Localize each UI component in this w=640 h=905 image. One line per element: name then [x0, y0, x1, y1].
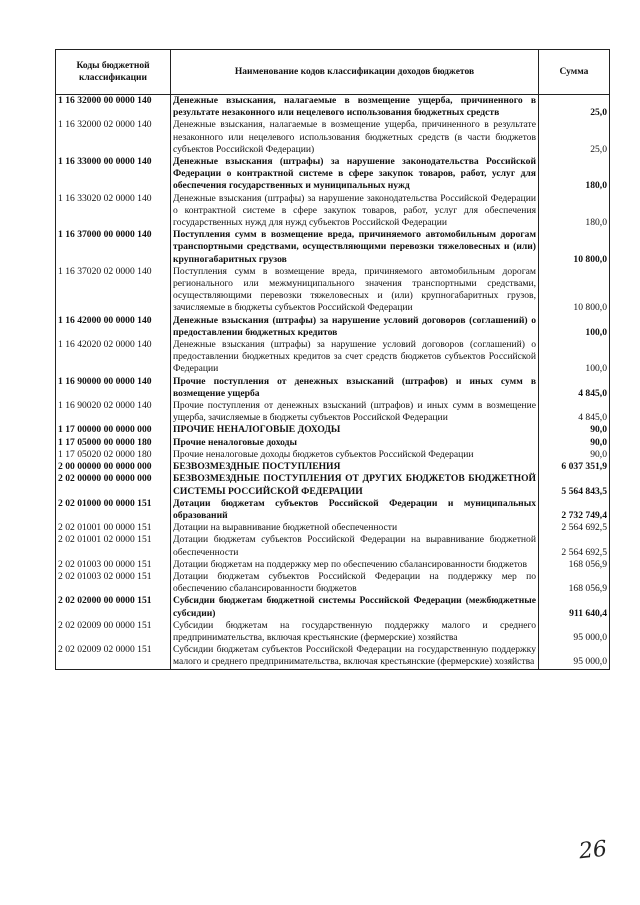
table-row	[56, 461, 610, 473]
row-amount: 95 000,0	[539, 620, 610, 644]
row-amount: 4 845,0	[539, 400, 610, 424]
table-row	[56, 644, 610, 669]
row-code: 2 02 01001 00 0000 151	[56, 522, 171, 534]
row-amount: 10 800,0	[539, 266, 610, 315]
row-amount: 95 000,0	[539, 644, 610, 669]
row-name: Прочие неналоговые доходы бюджетов субъектов Российской Федерации	[171, 449, 539, 461]
row-amount: 2 564 692,5	[539, 534, 610, 558]
row-code: 1 16 32000 00 0000 140	[56, 95, 171, 120]
row-code: 2 00 00000 00 0000 000	[56, 461, 171, 473]
row-name: Денежные взыскания (штрафы) за нарушение законодательства Российской Федерации о контрактной системе в сфере закупок товаров, работ, услуг для обеспечения государственных нужд для нужд субъектов Российской Федерации	[171, 193, 539, 230]
row-amount: 911 640,4	[539, 595, 610, 619]
row-amount: 90,0	[539, 437, 610, 449]
row-name: Субсидии бюджетам бюджетной системы Российской Федерации (межбюджетные субсидии)	[171, 595, 539, 619]
row-code: 1 16 90000 00 0000 140	[56, 376, 171, 400]
row-amount: 100,0	[539, 315, 610, 339]
row-amount: 90,0	[539, 424, 610, 436]
row-amount: 2 564 692,5	[539, 522, 610, 534]
budget-table-container	[55, 49, 609, 670]
table-row	[56, 229, 610, 266]
budget-classification-table	[55, 49, 610, 670]
row-code: 1 16 37000 00 0000 140	[56, 229, 171, 266]
row-code: 1 16 37020 02 0000 140	[56, 266, 171, 315]
row-name: Денежные взыскания (штрафы) за нарушение условий договоров (соглашений) о предоставлении бюджетных кредитов	[171, 315, 539, 339]
table-row	[56, 522, 610, 534]
row-amount: 168 056,9	[539, 571, 610, 595]
row-name: ПРОЧИЕ НЕНАЛОГОВЫЕ ДОХОДЫ	[171, 424, 539, 436]
row-name: Поступления сумм в возмещение вреда, причиняемого автомобильным дорогам регионального или межмуниципального значения транспортными средствами, осуществляющими перевозки тяжеловесных и (или) крупногабаритных грузов, зачисляемые в бюджеты субъектов Российской Федерации	[171, 266, 539, 315]
row-amount: 100,0	[539, 339, 610, 376]
row-amount: 25,0	[539, 95, 610, 120]
row-name: Субсидии бюджетам субъектов Российской Федерации на государственную поддержку малого и среднего предпринимательства, включая крестьянские (фермерские) хозяйства	[171, 644, 539, 669]
row-name: Дотации бюджетам субъектов Российской Федерации на выравнивание бюджетной обеспеченности	[171, 534, 539, 558]
row-name: Поступления сумм в возмещение вреда, причиняемого автомобильным дорогам транспортными средствами, осуществляющими перевозки тяжеловесных и (или) крупногабаритных грузов	[171, 229, 539, 266]
table-row	[56, 449, 610, 461]
row-code: 2 02 00000 00 0000 000	[56, 473, 171, 497]
row-name: Денежные взыскания (штрафы) за нарушение законодательства Российской Федерации о контрактной системе в сфере закупок товаров, работ, услуг для обеспечения государственных и муниципальных нужд	[171, 156, 539, 193]
table-row	[56, 595, 610, 619]
table-row	[56, 315, 610, 339]
table-row	[56, 339, 610, 376]
row-code: 2 02 01000 00 0000 151	[56, 498, 171, 522]
table-row	[56, 266, 610, 315]
row-name: Денежные взыскания, налагаемые в возмещение ущерба, причиненного в результате незаконного или нецелевого использования бюджетных средств	[171, 95, 539, 120]
row-name: Дотации бюджетам субъектов Российской Федерации на поддержку мер по обеспечению сбалансированности бюджетов	[171, 571, 539, 595]
row-code: 1 17 05020 02 0000 180	[56, 449, 171, 461]
page-number: 26	[577, 836, 609, 865]
table-row	[56, 534, 610, 558]
table-row	[56, 95, 610, 120]
row-code: 2 02 02000 00 0000 151	[56, 595, 171, 619]
table-row	[56, 437, 610, 449]
row-code: 2 02 01001 02 0000 151	[56, 534, 171, 558]
row-name: Прочие неналоговые доходы	[171, 437, 539, 449]
row-code: 1 16 42000 00 0000 140	[56, 315, 171, 339]
row-code: 1 16 33020 02 0000 140	[56, 193, 171, 230]
row-name: Денежные взыскания (штрафы) за нарушение условий договоров (соглашений) о предоставлении бюджетных кредитов за счет средств бюджетов субъектов Российской Федерации	[171, 339, 539, 376]
table-row	[56, 498, 610, 522]
table-row	[56, 119, 610, 156]
table-row	[56, 424, 610, 436]
row-code: 1 17 05000 00 0000 180	[56, 437, 171, 449]
row-name: Денежные взыскания, налагаемые в возмещение ущерба, причиненного в результате незаконного или нецелевого использования бюджетных средств (в части бюджетов субъектов Российской Федерации)	[171, 119, 539, 156]
row-name: БЕЗВОЗМЕЗДНЫЕ ПОСТУПЛЕНИЯ	[171, 461, 539, 473]
row-code: 2 02 01003 02 0000 151	[56, 571, 171, 595]
header-sum: Сумма	[539, 50, 610, 95]
table-header-row	[56, 50, 610, 95]
row-name: Прочие поступления от денежных взысканий (штрафов) и иных сумм в возмещение ущерба, зачисляемые в бюджеты субъектов Российской Федерации	[171, 400, 539, 424]
table-row	[56, 571, 610, 595]
table-row	[56, 376, 610, 400]
row-code: 1 16 90020 02 0000 140	[56, 400, 171, 424]
row-code: 1 16 33000 00 0000 140	[56, 156, 171, 193]
row-amount: 180,0	[539, 193, 610, 230]
table-row	[56, 400, 610, 424]
row-amount: 168 056,9	[539, 559, 610, 571]
row-code: 2 02 02009 02 0000 151	[56, 644, 171, 669]
table-row	[56, 559, 610, 571]
row-name: Дотации на выравнивание бюджетной обеспеченности	[171, 522, 539, 534]
row-amount: 2 732 749,4	[539, 498, 610, 522]
row-amount: 180,0	[539, 156, 610, 193]
table-row	[56, 473, 610, 497]
table-row	[56, 193, 610, 230]
row-code: 1 16 32000 02 0000 140	[56, 119, 171, 156]
row-amount: 6 037 351,9	[539, 461, 610, 473]
row-name: Прочие поступления от денежных взысканий (штрафов) и иных сумм в возмещение ущерба	[171, 376, 539, 400]
table-row	[56, 620, 610, 644]
header-name: Наименование кодов классификации доходов бюджетов	[171, 50, 539, 95]
row-code: 1 16 42020 02 0000 140	[56, 339, 171, 376]
row-name: Дотации бюджетам на поддержку мер по обеспечению сбалансированности бюджетов	[171, 559, 539, 571]
table-row	[56, 156, 610, 193]
row-name: Субсидии бюджетам на государственную поддержку малого и среднего предпринимательства, включая крестьянские (фермерские) хозяйства	[171, 620, 539, 644]
row-amount: 25,0	[539, 119, 610, 156]
row-amount: 90,0	[539, 449, 610, 461]
row-name: Дотации бюджетам субъектов Российской Федерации и муниципальных образований	[171, 498, 539, 522]
table-body	[56, 95, 610, 670]
row-name: БЕЗВОЗМЕЗДНЫЕ ПОСТУПЛЕНИЯ ОТ ДРУГИХ БЮДЖЕТОВ БЮДЖЕТНОЙ СИСТЕМЫ РОССИЙСКОЙ ФЕДЕРАЦИИ	[171, 473, 539, 497]
header-code: Коды бюджетной классификации	[56, 50, 171, 95]
row-amount: 4 845,0	[539, 376, 610, 400]
row-amount: 10 800,0	[539, 229, 610, 266]
row-code: 1 17 00000 00 0000 000	[56, 424, 171, 436]
row-amount: 5 564 843,5	[539, 473, 610, 497]
row-code: 2 02 02009 00 0000 151	[56, 620, 171, 644]
row-code: 2 02 01003 00 0000 151	[56, 559, 171, 571]
